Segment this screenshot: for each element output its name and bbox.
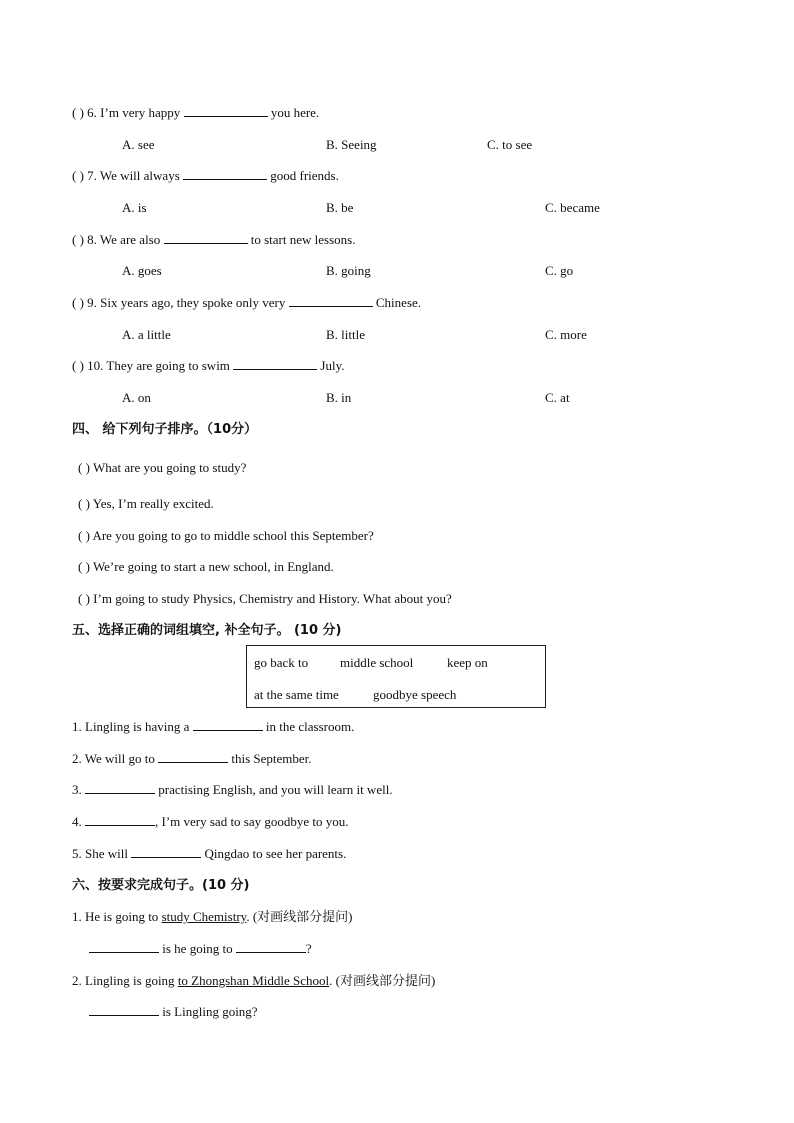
option-b: B. Seeing [326,137,377,152]
option-c: C. at [545,390,570,405]
option-a: A. see [122,137,155,152]
answer-blank[interactable] [158,750,228,763]
answer-paren[interactable]: ( ) [78,591,90,606]
question-stem: ( ) 9. Six years ago, they spoke only very Chinese. [72,295,422,310]
answer-blank[interactable] [85,781,155,794]
answer-paren[interactable]: ( ) [78,460,90,475]
question-stem: ( ) 6. I’m very happy you here. [72,105,320,120]
option-a: A. a little [122,327,171,342]
answer-blank[interactable] [184,104,268,117]
word-option: middle school [340,655,414,670]
section-6-title: 六、按要求完成句子。(10 分) [72,878,250,893]
answer-paren[interactable]: ( ) [78,528,90,543]
option-b: B. in [326,390,352,405]
option-c: C. to see [487,137,533,152]
fill-sentence: 2. We will go to this September. [72,751,312,766]
rewrite-question-2: 2. Lingling is going to Zhongshan Middle School. (对画线部分提问) [72,973,436,988]
answer-paren[interactable]: ( ) [72,105,84,120]
answer-blank[interactable] [289,294,373,307]
fill-sentence: 1. Lingling is having a in the classroom. [72,719,355,734]
fill-sentence: 4. , I’m very sad to say goodbye to you. [72,814,349,829]
fill-sentence: 3. practising English, and you will learn it well. [72,782,393,797]
word-option: goodbye speech [373,687,457,702]
answer-paren[interactable]: ( ) [78,559,90,574]
answer-blank[interactable] [131,845,201,858]
option-b: B. little [326,327,365,342]
question-stem: ( ) 8. We are also to start new lessons. [72,232,356,247]
ordering-item: ( ) We’re going to start a new school, in England. [78,559,334,574]
section-4-title: 四、 给下列句子排序。（10分） [72,422,258,437]
answer-paren[interactable]: ( ) [72,358,84,373]
option-c: C. became [545,200,600,215]
option-c: C. go [545,263,574,278]
option-c: C. more [545,327,587,342]
answer-blank[interactable] [164,231,248,244]
rewrite-answer-1: is he going to ? [89,940,312,958]
word-option: at the same time [254,687,339,702]
underlined-phrase: study Chemistry [161,909,247,924]
option-a: A. goes [122,263,162,278]
answer-blank[interactable] [183,167,267,180]
answer-paren[interactable]: ( ) [78,496,90,511]
ordering-item: ( ) I’m going to study Physics, Chemistry and History. What about you? [78,591,452,606]
rewrite-answer-2: is Lingling going? [89,1003,258,1021]
answer-blank[interactable] [89,940,159,953]
answer-paren[interactable]: ( ) [72,232,84,247]
section-5-title: 五、选择正确的词组填空, 补全句子。 (10 分) [72,623,342,638]
answer-paren[interactable]: ( ) [72,295,84,310]
question-stem: ( ) 7. We will always good friends. [72,168,339,183]
answer-blank[interactable] [85,813,155,826]
word-option: keep on [447,655,488,670]
option-a: A. is [122,200,147,215]
underlined-phrase: to Zhongshan Middle School [177,973,330,988]
answer-blank[interactable] [89,1003,159,1016]
rewrite-question-1: 1. He is going to study Chemistry. (对画线部分提问) [72,909,353,924]
answer-blank[interactable] [236,940,306,953]
word-option: go back to [254,655,309,670]
ordering-item: ( ) Yes, I’m really excited. [78,496,214,511]
answer-blank[interactable] [193,718,263,731]
question-stem: ( ) 10. They are going to swim July. [72,358,345,373]
option-b: B. be [326,200,354,215]
answer-paren[interactable]: ( ) [72,168,84,183]
fill-sentence: 5. She will Qingdao to see her parents. [72,846,347,861]
option-a: A. on [122,390,151,405]
ordering-item: ( ) Are you going to go to middle school this September? [78,528,374,543]
answer-blank[interactable] [233,357,317,370]
option-b: B. going [326,263,371,278]
word-box [246,645,546,708]
ordering-item: ( ) What are you going to study? [78,460,247,475]
